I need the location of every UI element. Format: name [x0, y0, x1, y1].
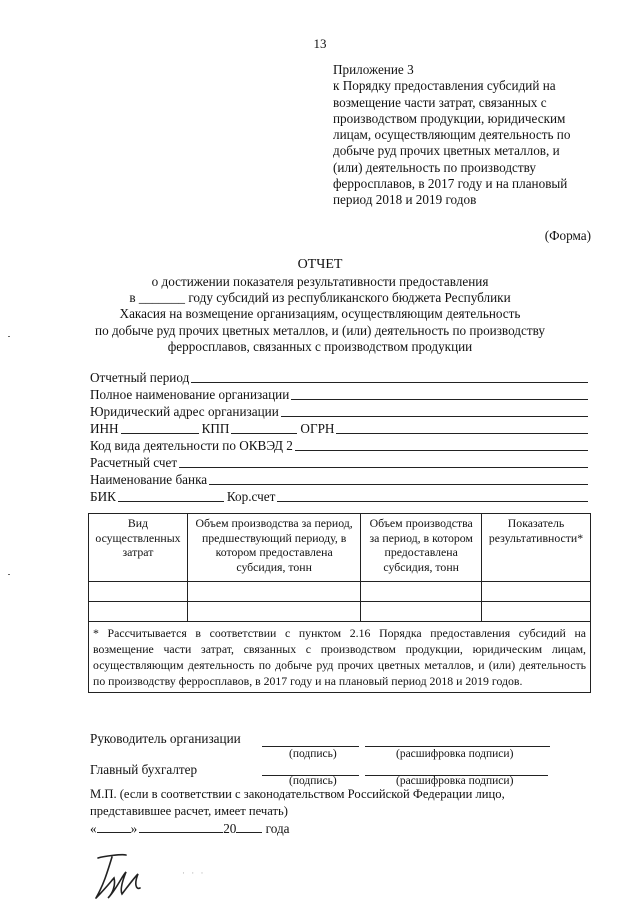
report-subtitle [0, 274, 640, 355]
kpp-field[interactable] [231, 433, 297, 434]
full-name-label: Полное наименование организации [90, 387, 290, 402]
kpp-label: КПП [201, 421, 230, 436]
corr-account-label: Кор.счет [226, 489, 276, 504]
column-header: Показатель результативности* [482, 514, 591, 582]
stamp-marks: · · · [182, 868, 206, 878]
appendix-line: возмещение части затрат, связанных с [333, 94, 547, 110]
bik-corr-row [90, 488, 588, 505]
table-cell[interactable] [187, 582, 360, 602]
margin-mark [8, 574, 10, 575]
bank-label: Наименование банка [90, 472, 208, 487]
okved-field[interactable] [90, 437, 588, 454]
signature-caption: (подпись) [289, 775, 337, 787]
decryption-caption: (расшифровка подписи) [396, 775, 514, 787]
report-subtitle-line: ферросплавов, связанных с производством продукции [167, 338, 473, 354]
table-cell[interactable] [361, 582, 482, 602]
head-label: Руководитель организации [90, 731, 241, 746]
ogrn-field[interactable] [336, 433, 588, 434]
reporting-period-label: Отчетный период [90, 370, 190, 385]
account-field[interactable] [90, 454, 588, 471]
table-cell[interactable] [89, 582, 188, 602]
inn-field[interactable] [121, 433, 199, 434]
table-row [89, 582, 591, 602]
table-cell[interactable] [89, 602, 188, 622]
inn-kpp-ogrn-row [90, 420, 588, 437]
margin-mark [8, 336, 10, 337]
year-suffix: года [265, 821, 290, 836]
organization-fields [90, 369, 588, 505]
results-table [88, 513, 591, 693]
head-decryption-field[interactable] [365, 746, 550, 747]
bik-label: БИК [90, 489, 116, 504]
appendix-block [333, 62, 623, 209]
account-label: Расчетный счет [90, 455, 178, 470]
head-signature-field[interactable] [262, 746, 359, 747]
decryption-caption: (расшифровка подписи) [396, 748, 514, 760]
column-header: Объем производства за период, в котором предоставлена субсидия, тонн [361, 514, 482, 582]
report-subtitle-line: Хакасия на возмещение организациям, осуществляющим деятельность [119, 306, 521, 322]
inn-label: ИНН [90, 421, 119, 436]
appendix-line: (или) деятельность по производству [333, 159, 537, 175]
full-name-field[interactable] [90, 386, 588, 403]
appendix-line: добыче руд прочих цветных металлов, и [333, 143, 560, 159]
column-header: Вид осуществленных затрат [89, 514, 188, 582]
appendix-line: Приложение 3 [333, 62, 414, 77]
handwritten-signature [82, 848, 162, 903]
stamp-note [90, 786, 610, 819]
report-subtitle-line: по добыче руд прочих цветных металлов, и (или) деятельность по производству [95, 322, 545, 338]
bank-field[interactable] [90, 471, 588, 488]
corr-account-field[interactable] [277, 501, 588, 502]
table-cell[interactable] [361, 602, 482, 622]
appendix-line: производством продукции, юридическим [333, 110, 566, 126]
table-row [89, 602, 591, 622]
accountant-label: Главный бухгалтер [90, 762, 198, 777]
form-label: (Форма) [544, 228, 591, 243]
report-subtitle-line: в _______ году субсидий из республиканского бюджета Республики [129, 290, 511, 306]
appendix-line: период 2018 и 2019 годов [333, 192, 477, 208]
appendix-line: лицам, осуществляющим деятельность по [333, 127, 571, 143]
okved-label: Код вида деятельности по ОКВЭД 2 [90, 438, 293, 453]
report-title: ОТЧЕТ [297, 257, 343, 272]
year-prefix: 20 [223, 821, 237, 836]
table-note-row [89, 622, 591, 693]
stamp-note-line: представившее расчет, имеет печать) [90, 803, 288, 818]
report-subtitle-line: о достижении показателя результативности предоставления [151, 274, 489, 289]
date-line [90, 820, 290, 837]
table-cell[interactable] [482, 582, 591, 602]
appendix-line: ферросплавов, в 2017 году и на плановый [333, 176, 568, 192]
open-quote: « [90, 821, 97, 836]
month-field[interactable] [139, 820, 223, 833]
appendix-line: к Порядку предоставления субсидий на [333, 78, 556, 94]
column-header: Объем производства за период, предшествующий периоду, в котором предоставлена субсидия, тонн [187, 514, 360, 582]
legal-address-field[interactable] [90, 403, 588, 420]
page-number: 13 [313, 36, 327, 51]
table-cell[interactable] [187, 602, 360, 622]
reporting-period-field[interactable] [90, 369, 588, 386]
signature-caption: (подпись) [289, 748, 337, 760]
ogrn-label: ОГРН [300, 421, 335, 436]
table-header-row [89, 514, 591, 582]
close-quote: » [130, 821, 138, 836]
table-footnote: * Рассчитывается в соответствии с пунктом 2.16 Порядка предоставления субсидий на возмещение части затрат, связанных с производством продукции, юридическим лицам, осуществляющим деятельность по добыче руд прочих цветных металлов, и (или) деятельность по производству ферросплавов, в 2017 году и на плановый период 2018 и 2019 годов. [89, 622, 591, 693]
bik-field[interactable] [118, 501, 224, 502]
stamp-note-line: М.П. (если в соответствии с законодательством Российской Федерации лицо, [90, 787, 505, 801]
year-field[interactable] [236, 820, 262, 833]
day-field[interactable] [97, 820, 131, 833]
table-cell[interactable] [482, 602, 591, 622]
legal-address-label: Юридический адрес организации [90, 404, 279, 419]
